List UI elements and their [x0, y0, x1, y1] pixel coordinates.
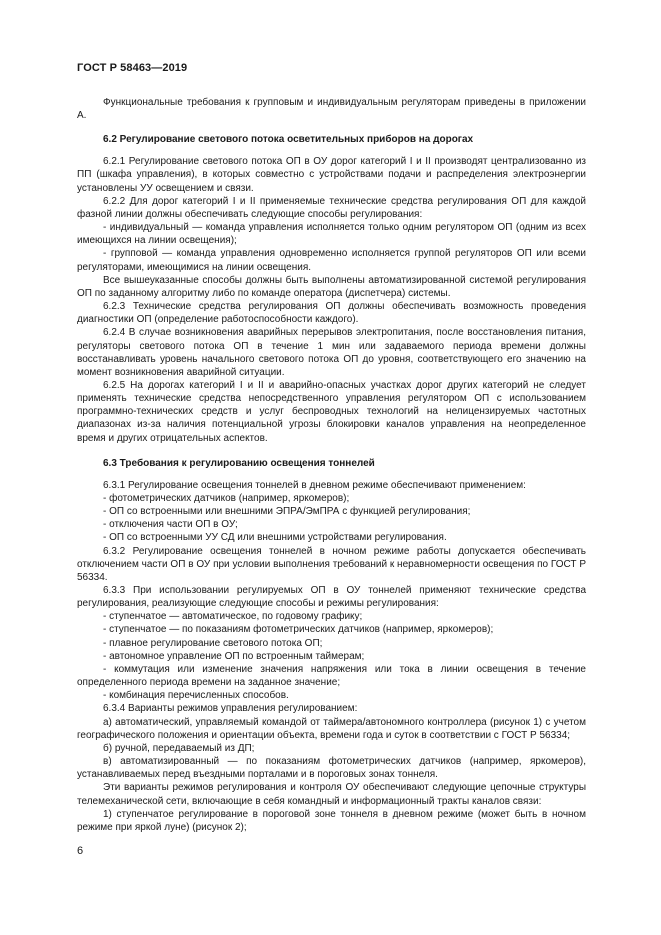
list-item: - ОП со встроенными УУ СД или внешними устройствами регулирования. [103, 532, 447, 544]
list-item: - комбинация перечисленных способов. [103, 690, 289, 702]
list-item: - плавное регулирование светового потока ОП; [103, 637, 323, 649]
document-header: ГОСТ Р 58463—2019 [77, 62, 188, 74]
list-item: 1) ступенчатое регулирование в пороговой зоне тоннеля в дневном режиме (может быть в ночном режиме при яркой луне) (рисунок 2); [77, 808, 586, 833]
list-item: - ОП со встроенными или внешними ЭПРА/ЭмПРА с функцией регулирования; [103, 506, 471, 518]
list-item: - групповой — команда управления одновременно исполняется группой регуляторов ОП или всеми регуляторами, имеющимися на линии освещения. [77, 248, 586, 273]
paragraph-6-3-1: 6.3.1 Регулирование освещения тоннелей в дневном режиме обеспечивают применением: [103, 479, 526, 491]
list-item: - ступенчатое — по показаниям фотометрических датчиков (например, яркомеров); [103, 624, 494, 636]
list-item: б) ручной, передаваемый из ДП; [103, 742, 255, 754]
intro-paragraph: Функциональные требования к групповым и индивидуальным регуляторам приведены в приложении А. [77, 97, 586, 122]
paragraph-6-2-3: 6.2.3 Технические средства регулирования ОП должны обеспечивать возможность проведения диагностики ОП (определение работоспособности каждого). [77, 301, 586, 326]
paragraph-6-3-4: 6.3.4 Варианты режимов управления регулированием: [103, 703, 358, 715]
list-item: - автономное управление ОП по встроенным таймерам; [103, 650, 365, 662]
list-item: в) автоматизированный — по показаниям фотометрических датчиков (например, яркомеров), устанавливаемых перед въездными порталами и в пороговых зонах тоннеля. [77, 756, 586, 781]
section-6-3-title: 6.3 Требования к регулированию освещения тоннелей [103, 457, 375, 469]
list-item: а) автоматический, управляемый командой от таймера/автономного контроллера (рисунок 1) с учетом географического положения и ориентации объекта, времени года и суток в соответствии с ГОСТ Р 56334; [77, 716, 586, 741]
paragraph-6-2-1: 6.2.1 Регулирование светового потока ОП в ОУ дорог категорий I и II производят централизованно из ПП (шкафа управления), в которых совместно с устройствами подачи и распределения электроэнергии установлены УУ освещением и связи. [77, 156, 586, 194]
list-item: - коммутация или изменение значения напряжения или тока в линии освещения в течение определенного периода времени на заданное значение; [77, 663, 586, 689]
paragraph-6-3-3: 6.3.3 При использовании регулируемых ОП в ОУ тоннелей применяют технические средства регулирования, реализующие следующие способы и режимы регулирования: [77, 585, 586, 610]
list-item: - фотометрических датчиков (например, яркомеров); [103, 492, 350, 504]
paragraph-6-3-4-note: Эти варианты режимов регулирования и контроля ОУ обеспечивают следующие цепочные структуры телемеханической сети, включающие в себя командный и информационный тракты каналов связи: [77, 782, 586, 807]
paragraph-6-2-2: 6.2.2 Для дорог категорий I и II применяемые технические средства регулирования ОП для каждой фазной линии должны обеспечивать следующие способы регулирования: [77, 195, 586, 220]
list-item: - отключения части ОП в ОУ; [103, 519, 238, 531]
page-number: 6 [77, 845, 84, 857]
paragraph-6-2-5: 6.2.5 На дорогах категорий I и II и аварийно-опасных участках дорог других категорий не следует применять технические средства непосредственного управления регулятором ОП с использованием программно-технических средств и услуг беспроводных технологий на нелицензируемых частотных диапазонах из-за наличия потенциальной угрозы блокировки каналов управления на неопределенное время и других отрицательных аспектов. [77, 379, 586, 444]
paragraph-6-2-2-note: Все вышеуказанные способы должны быть выполнены автоматизированной системой регулирования ОП по заданному алгоритму либо по команде оператора (диспетчера) системы. [77, 274, 586, 299]
paragraph-6-3-2: 6.3.2 Регулирование освещения тоннелей в ночном режиме работы допускается обеспечивать отключением части ОП в ОУ при условии выполнения требований к неравномерности освещения по ГОСТ Р 56334. [77, 545, 586, 583]
paragraph-6-2-4: 6.2.4 В случае возникновения аварийных перерывов электропитания, после восстановления питания, регуляторы светового потока ОП в течение 1 мин или задаваемого периода времени должны восстанавливать уровень начального светового потока ОП до уровня, соответствующего его значению на момент возникновения аварийной ситуации. [77, 327, 586, 378]
section-6-2-title: 6.2 Регулирование светового потока осветительных приборов на дорогах [103, 134, 474, 146]
list-item: - ступенчатое — автоматическое, по годовому графику; [103, 611, 363, 623]
list-item: - индивидуальный — команда управления исполняется только одним регулятором ОП (одним из всех имеющихся на линии освещения); [77, 222, 586, 247]
document-body [77, 96, 586, 834]
